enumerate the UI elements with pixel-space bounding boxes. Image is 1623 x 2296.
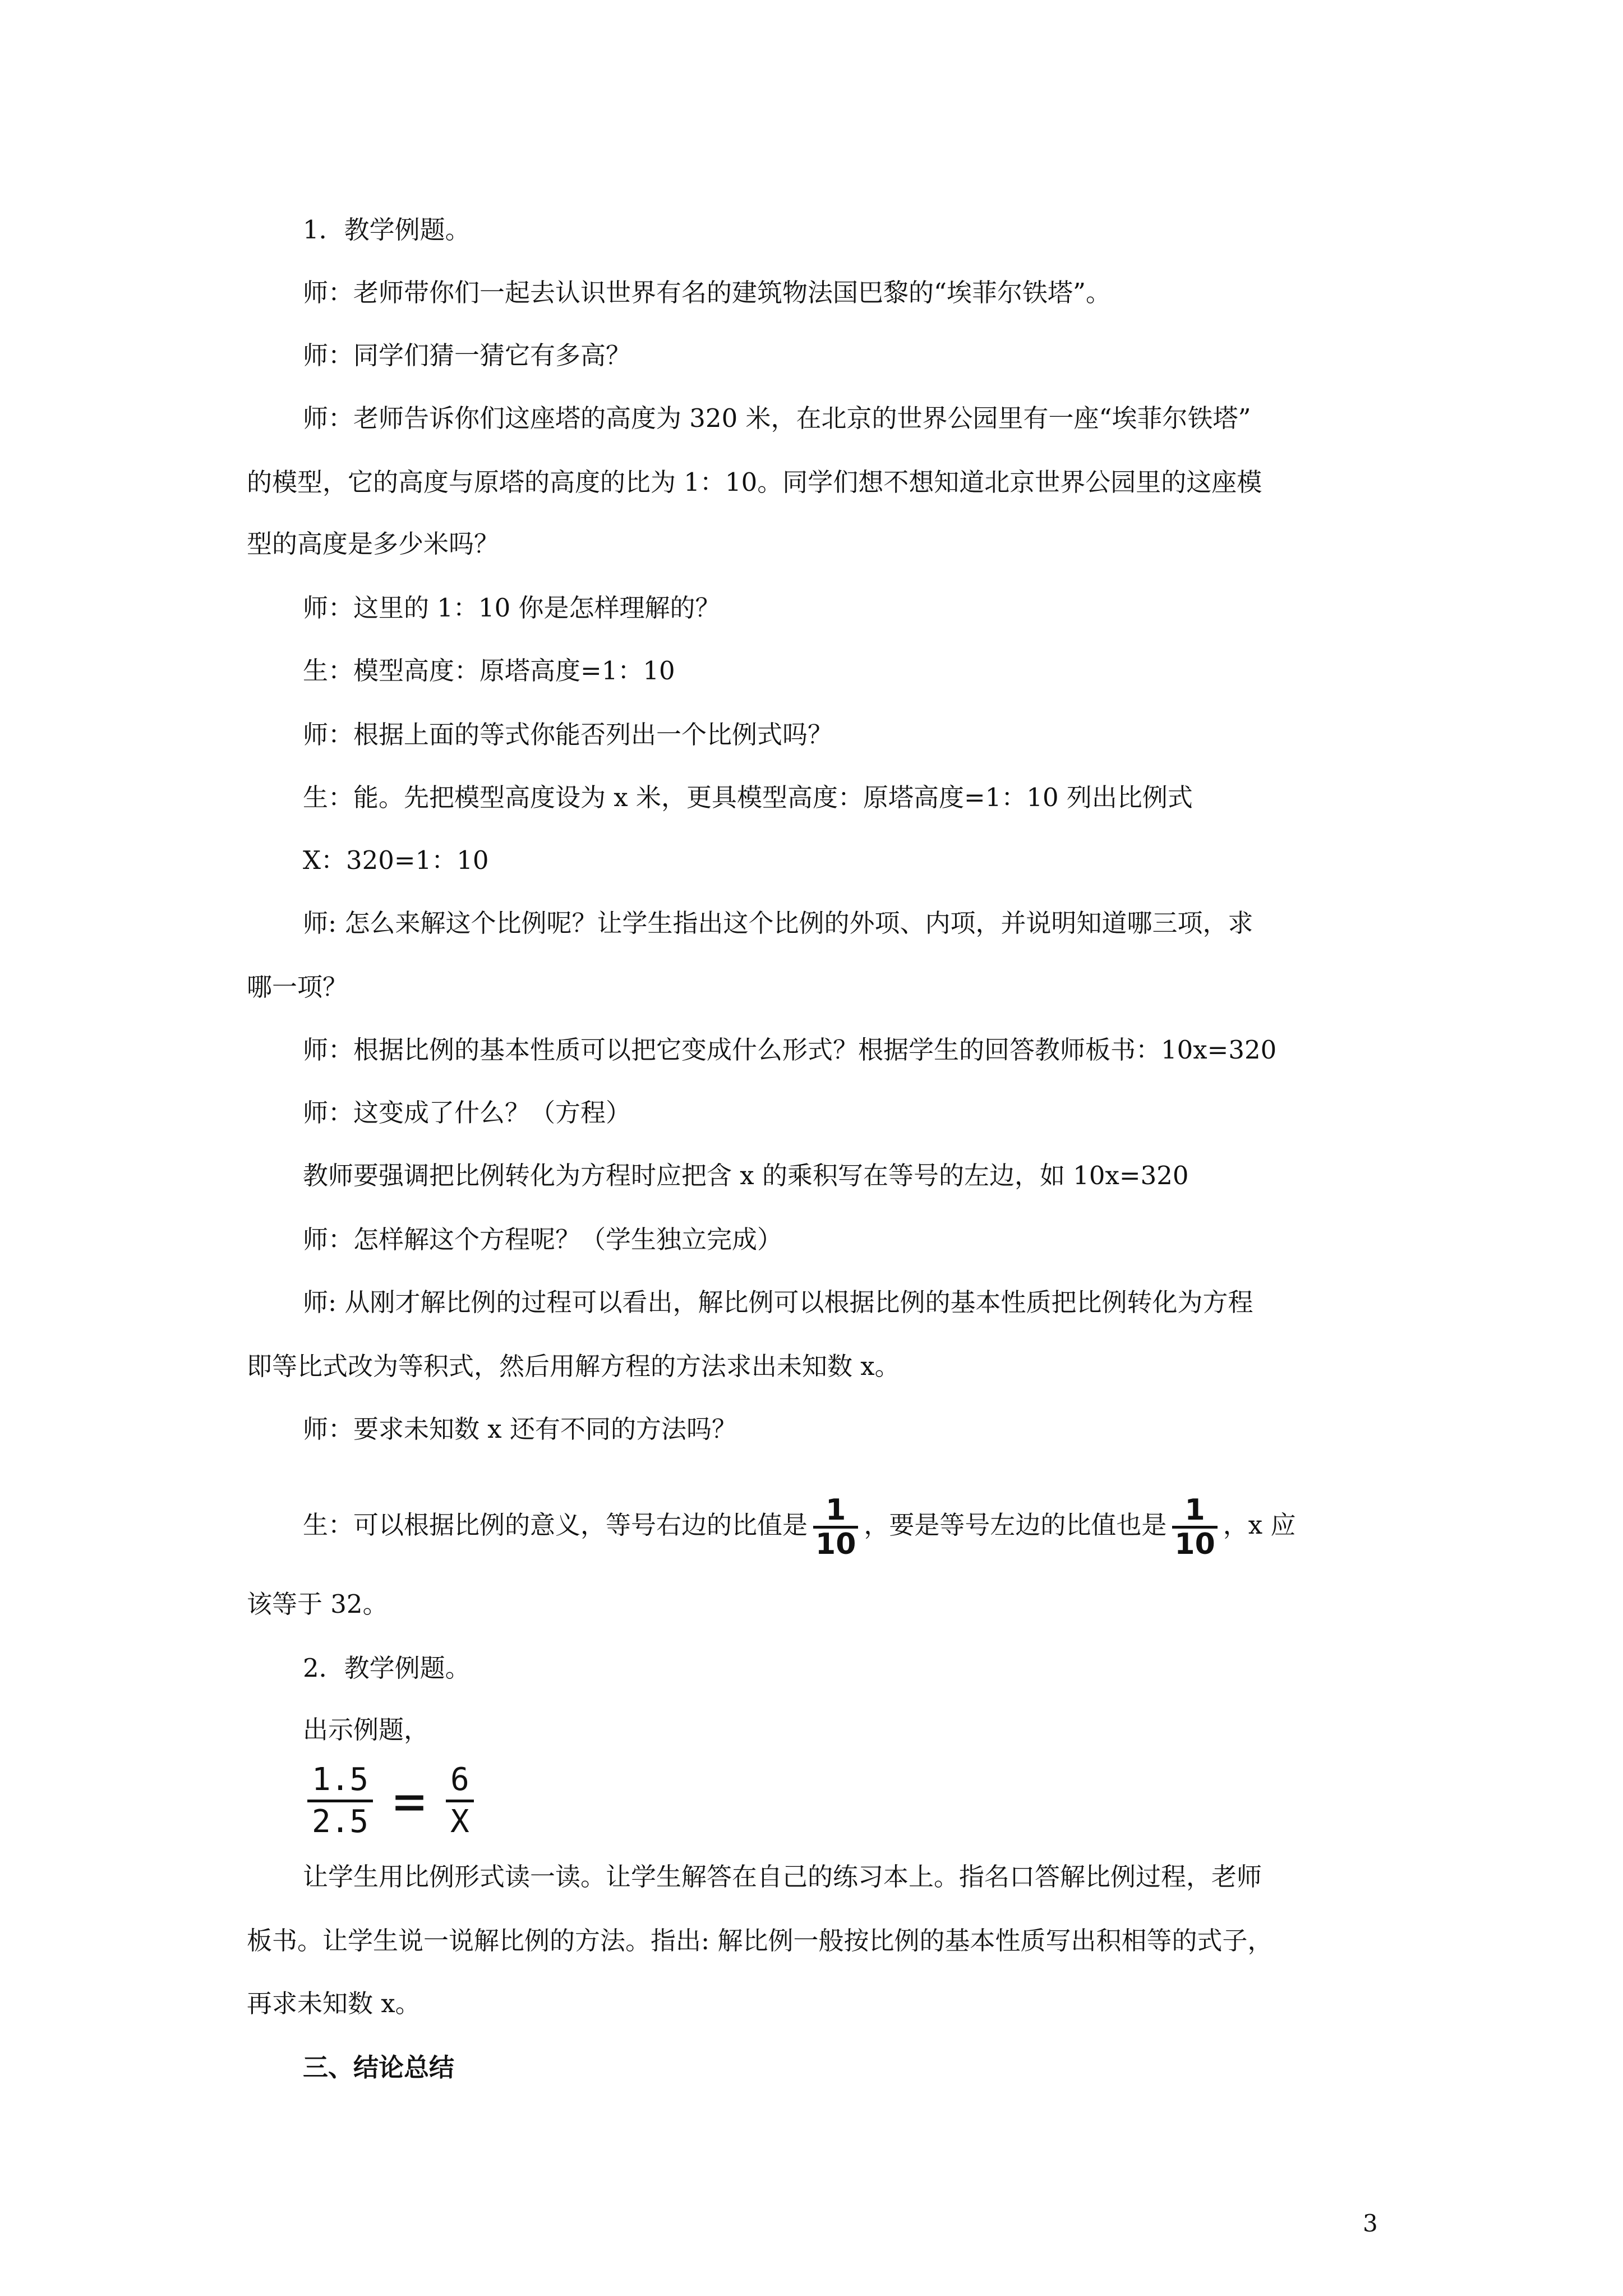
paragraph: 该等于 32。 bbox=[247, 1589, 388, 1619]
fraction-denominator: 10 bbox=[1172, 1526, 1217, 1560]
paragraph: 师：同学们猜一猜它有多高？ bbox=[303, 341, 631, 370]
paragraph: 即等比式改为等积式，然后用解方程的方法求出未知数 x。 bbox=[247, 1351, 900, 1381]
paragraph: 师：这里的 1：10 你是怎样理解的？ bbox=[303, 593, 721, 623]
fraction-line-text: 生：可以根据比例的意义，等号右边的比值是 bbox=[303, 1510, 808, 1540]
example-equation bbox=[307, 1760, 474, 1842]
paragraph: 生：能。先把模型高度设为 x 米，更具模型高度：原塔高度=1：10 列出比例式 bbox=[303, 783, 1193, 812]
paragraph: 师：根据比例的基本性质可以把它变成什么形式？根据学生的回答教师板书：10x=320 bbox=[303, 1035, 1277, 1065]
section-heading: 三、结论总结 bbox=[303, 2053, 455, 2082]
paragraph: 师：老师带你们一起去认识世界有名的建筑物法国巴黎的“埃菲尔铁塔”。 bbox=[303, 278, 1112, 307]
fraction-line-text: ，要是等号左边的比值也是 bbox=[864, 1510, 1167, 1540]
equation-right-numerator: 6 bbox=[450, 1761, 469, 1798]
fraction-one-tenth bbox=[1172, 1494, 1217, 1560]
paragraph: 师：怎样解这个方程呢？（学生独立完成） bbox=[303, 1225, 783, 1254]
proportion-expression: X：320=1：10 bbox=[303, 845, 489, 875]
paragraph: 哪一项？ bbox=[247, 972, 348, 1002]
paragraph: 型的高度是多少米吗？ bbox=[247, 529, 500, 559]
paragraph: 教师要强调把比例转化为方程时应把含 x 的乘积写在等号的左边，如 10x=320 bbox=[303, 1161, 1189, 1190]
example-heading-1: 1．教学例题。 bbox=[303, 215, 471, 245]
paragraph: 师：这变成了什么？（方程） bbox=[303, 1098, 631, 1128]
paragraph: 的模型，它的高度与原塔的高度的比为 1：10。同学们想不想知道北京世界公园里的这座模 bbox=[247, 467, 1262, 497]
paragraph: 出示例题， bbox=[303, 1715, 430, 1745]
paragraph: 师：要求未知数 x 还有不同的方法吗？ bbox=[303, 1414, 737, 1444]
paragraph: 师：老师告诉你们这座塔的高度为 320 米，在北京的世界公园里有一座“埃菲尔铁塔” bbox=[303, 403, 1251, 433]
equation-left-fraction bbox=[307, 1760, 373, 1842]
paragraph: 再求未知数 x。 bbox=[247, 1989, 421, 2018]
fraction-numerator: 1 bbox=[1184, 1493, 1205, 1527]
example-heading-2: 2．教学例题。 bbox=[303, 1653, 471, 1683]
equation-right-denominator: X bbox=[446, 1800, 474, 1842]
paragraph: 师：根据上面的等式你能否列出一个比例式吗？ bbox=[303, 720, 833, 749]
paragraph: 板书。让学生说一说解比例的方法。指出: 解比例一般按比例的基本性质写出积相等的式子， bbox=[247, 1926, 1273, 1955]
fraction-numerator: 1 bbox=[826, 1493, 846, 1527]
paragraph: 师: 怎么来解这个比例呢？让学生指出这个比例的外项、内项，并说明知道哪三项，求 bbox=[303, 908, 1253, 938]
fraction-line bbox=[303, 1489, 1295, 1562]
paragraph: 生：模型高度：原塔高度=1：10 bbox=[303, 656, 675, 685]
equals-sign: = bbox=[393, 1769, 426, 1833]
fraction-one-tenth bbox=[813, 1494, 858, 1560]
page-number: 3 bbox=[1363, 2210, 1378, 2237]
fraction-denominator: 10 bbox=[813, 1526, 858, 1560]
fraction-line-text: ，x 应 bbox=[1223, 1510, 1296, 1540]
equation-right-fraction bbox=[446, 1760, 474, 1842]
equation-left-numerator: 1.5 bbox=[312, 1761, 369, 1798]
paragraph: 师: 从刚才解比例的过程可以看出，解比例可以根据比例的基本性质把比例转化为方程 bbox=[303, 1287, 1253, 1317]
paragraph: 让学生用比例形式读一读。让学生解答在自己的练习本上。指名口答解比例过程，老师 bbox=[303, 1862, 1262, 1892]
equation-left-denominator: 2.5 bbox=[307, 1800, 373, 1842]
